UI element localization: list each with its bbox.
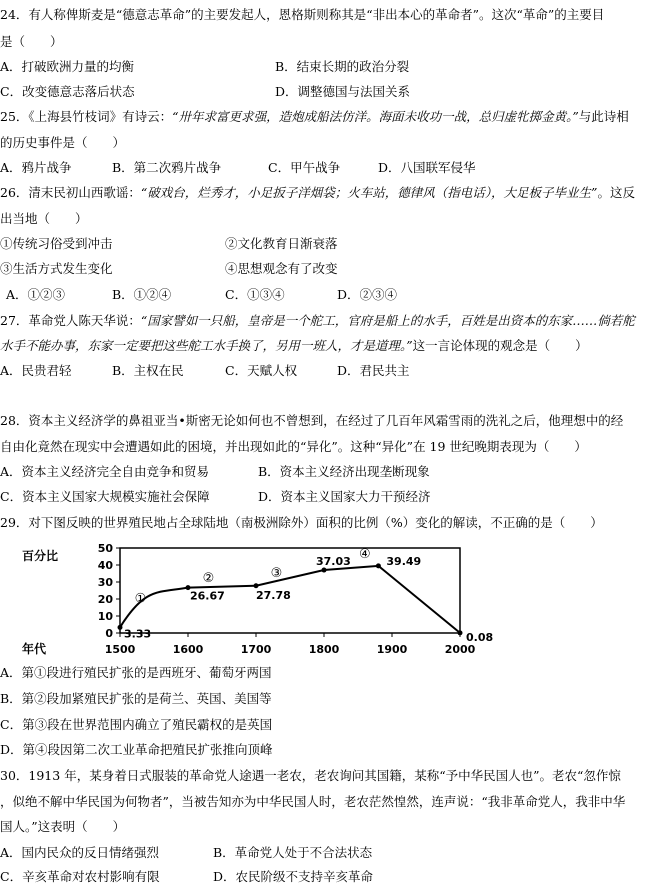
q27-option-d: D．君民共主 (337, 363, 410, 378)
q27-option-b: B．主权在民 (112, 363, 184, 378)
q28-stem: 28．资本主义经济学的鼻祖亚当•斯密无论如何也不曾想到，在经过了几百年风霜雪雨的洗礼之后，他理想中的经 (0, 413, 624, 428)
q27-option-c: C．天赋人权 (225, 363, 298, 378)
y-tick-label: 50 (97, 542, 113, 555)
q25-stem (0, 108, 629, 126)
q29-option-a: A．第①段进行殖民扩张的是西班牙、葡萄牙两国 (0, 665, 272, 680)
chart-data-label: 0.08 (466, 630, 494, 644)
q26-option-b: B．①②④ (112, 287, 172, 302)
chart-data-point (458, 630, 463, 635)
q30-option-d: D．农民阶级不支持辛亥革命 (213, 869, 374, 884)
x-tick-label: 1800 (308, 643, 340, 656)
chart-segment-mark: ① (134, 591, 147, 607)
q27-option-a: A．民贵君轻 (0, 363, 72, 378)
q26-item-2: ②文化教育日渐衰落 (225, 236, 338, 251)
chart-point-labels (124, 555, 493, 644)
q26-stem-b: 。这反 (597, 185, 635, 200)
q26-poem: “破戏台，烂秀才，小足扳子洋烟袋；火车站，德律风（指电话），大足板子毕业生” (140, 185, 598, 200)
q25-stem-cont: 的历史事件是（ ） (0, 135, 126, 150)
q24-stem-cont: 是（ ） (0, 34, 63, 49)
q28-option-b: B．资本主义经济出现垄断现象 (258, 464, 430, 479)
x-tick-label: 1700 (240, 643, 272, 656)
chart-yticks (98, 542, 120, 640)
q24-option-d: D．调整德国与法国关系 (275, 84, 411, 99)
y-tick-label: 10 (97, 610, 113, 623)
chart-data-point (322, 568, 327, 573)
q30-stem-cont: ，似绝不解中华民国为何物者”，当被告知亦为中华民国人时，老农茫然惶然，连声说：“我非革命党人，我非中华 (0, 794, 626, 809)
q28-option-c: C．资本主义国家大规模实施社会保障 (0, 489, 210, 504)
q25-stem-b: 与此诗相 (578, 109, 629, 124)
q28-stem-cont: 自由化竟然在现实中会遭遇如此的困境，并出现如此的“异化”。这种“异化”在 19 世纪晚期表现为（ ） (0, 439, 587, 454)
q27-stem (0, 312, 635, 330)
chart-data-point (118, 625, 123, 630)
q26-stem-a: 26．清末民初山西歌谣： (0, 185, 141, 200)
q26-item-4: ④思想观念有了改变 (225, 261, 338, 276)
q27-stem-b: 这一言论体现的观念是（ ） (412, 338, 588, 353)
chart-segment-mark: ④ (358, 547, 371, 563)
q25-option-d: D．八国联军侵华 (378, 160, 476, 175)
y-tick-label: 40 (97, 559, 113, 572)
y-tick-label: 30 (97, 576, 113, 589)
q27-quote: “国家譬如一只船，皇帝是一个舵工，官府是船上的水手，百姓是出资本的东家……倘若舵 (140, 313, 635, 328)
y-tick-label: 0 (105, 627, 113, 640)
chart-data-point (254, 583, 259, 588)
q30-stem-cont2: 国人。”这表明（ ） (0, 819, 126, 834)
q25-option-a: A．鸦片战争 (0, 160, 72, 175)
chart-data-point (376, 563, 381, 568)
q26-stem-cont: 出当地（ ） (0, 211, 88, 226)
q26-stem (0, 184, 635, 202)
q28-option-a: A．资本主义经济完全自由竞争和贸易 (0, 464, 210, 479)
q30-option-b: B．革命党人处于不合法状态 (213, 845, 373, 860)
q30-option-c: C．辛亥革命对农村影响有限 (0, 869, 160, 884)
q27-stem-a: 27．革命党人陈天华说： (0, 313, 141, 328)
q27-quote-cont: 水手不能办事，东家一定要把这些舵工水手换了，另用一班人，才是道理。” (0, 338, 413, 353)
q29-option-b: B．第②段加紧殖民扩张的是荷兰、英国、美国等 (0, 691, 272, 706)
q25-poem: “卅年求富更求强，造炮成船法仿洋。海面未收功一战，总归虚牝掷金黄。” (172, 109, 579, 124)
chart-xticks (105, 633, 476, 656)
y-tick-label: 20 (97, 593, 113, 606)
q25-stem-a: 25．《上海县竹枝词》有诗云： (0, 109, 173, 124)
q29-option-c: C．第③段在世界范围内确立了殖民霸权的是英国 (0, 717, 273, 732)
x-tick-label: 1500 (104, 643, 136, 656)
q29-option-d: D．第④段因第二次工业革命把殖民扩张推向顶峰 (0, 742, 273, 757)
chart-data-label: 3.33 (124, 627, 152, 641)
q25-option-b: B．第二次鸦片战争 (112, 160, 222, 175)
chart-segment-mark: ② (202, 571, 215, 586)
x-tick-label: 2000 (444, 643, 476, 656)
q25-option-c: C．甲午战争 (268, 160, 341, 175)
x-tick-label: 1900 (376, 643, 408, 656)
q26-option-d: D．②③④ (337, 287, 398, 302)
colony-area-chart (0, 540, 520, 660)
chart-data-label: 39.49 (386, 554, 422, 568)
chart-ylabel: 百分比 (22, 549, 59, 563)
q26-item-3: ③生活方式发生变化 (0, 261, 113, 276)
q30-stem: 30．1913 年，某身着日式服装的革命党人途遇一老农，老农询问其国籍，某称“予中华民国人也”。老农“忽作惊 (0, 768, 621, 783)
chart-data-label: 37.03 (316, 555, 351, 569)
q29-stem: 29．对下图反映的世界殖民地占全球陆地（南极洲除外）面积的比例（%）变化的解读，不正确的是（ ） (0, 515, 603, 530)
q26-option-c: C．①③④ (225, 287, 285, 302)
chart-xlabel: 年代 (22, 642, 47, 656)
q27-stem-cont (0, 337, 588, 355)
q26-option-a: A．①②③ (6, 287, 66, 302)
chart-segment-mark: ③ (270, 565, 283, 581)
q24-option-b: B．结束长期的政治分裂 (275, 59, 410, 74)
q30-option-a: A．国内民众的反日情绪强烈 (0, 845, 160, 860)
q24-option-c: C．改变德意志落后状态 (0, 84, 135, 99)
q26-item-1: ①传统习俗受到冲击 (0, 236, 113, 251)
x-tick-label: 1600 (172, 643, 204, 656)
q24-stem: 24．有人称俾斯麦是“德意志革命”的主要发起人，恩格斯则称其是“非出本心的革命者”。这次“革命”的主要目 (0, 7, 605, 22)
chart-data-label: 26.67 (190, 589, 225, 603)
chart-data-label: 27.78 (256, 588, 291, 602)
q24-option-a: A．打破欧洲力量的均衡 (0, 59, 135, 74)
q28-option-d: D．资本主义国家大力干预经济 (258, 489, 431, 504)
